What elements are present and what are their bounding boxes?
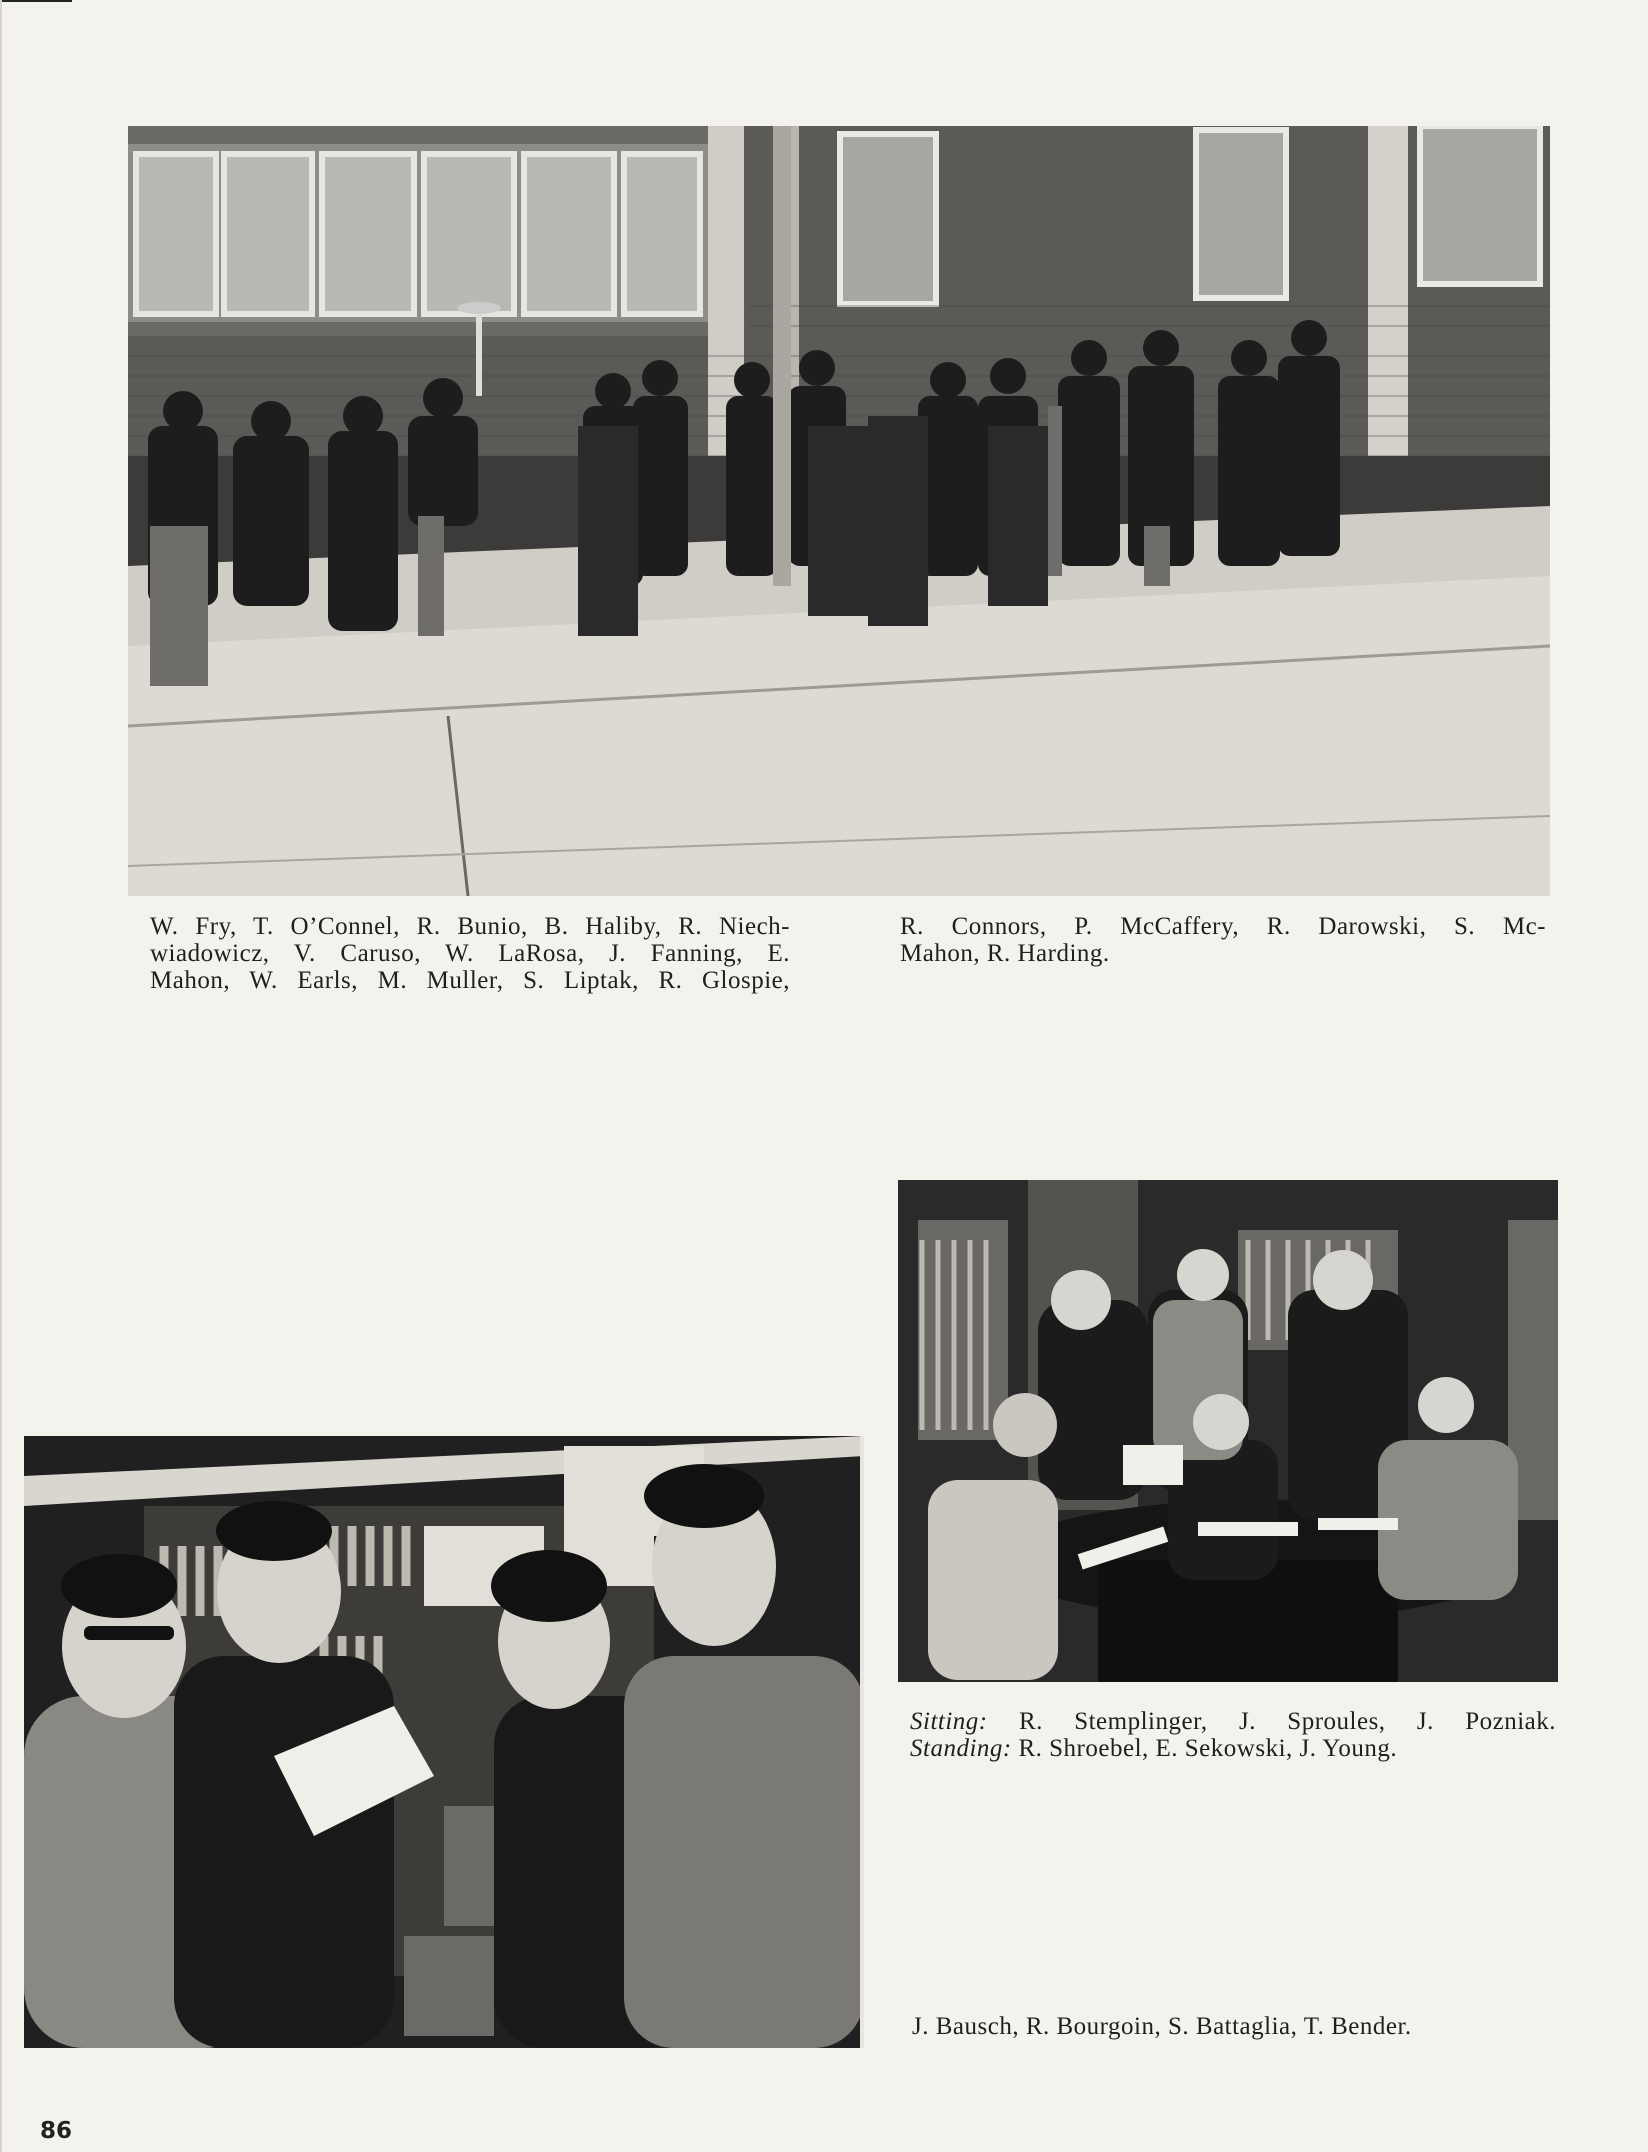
caption-line: W. Fry, T. O’Connel, R. Bunio, B. Haliby, R. Niech-	[150, 913, 790, 940]
caption-library-table	[910, 1708, 1556, 1762]
page-corner-rule	[0, 0, 72, 2]
photo-library-table-group	[898, 1180, 1558, 1682]
caption-line: J. Bausch, R. Bourgoin, S. Battaglia, T. Bender.	[912, 2013, 1412, 2040]
caption-line: Mahon, R. Harding.	[900, 940, 1110, 967]
caption-schoolyard-right	[900, 913, 1546, 967]
caption-standing-line	[910, 1735, 1556, 1762]
caption-sitting-label: Sitting:	[910, 1708, 988, 1735]
caption-standing-names: R. Shroebel, E. Sekowski, J. Young.	[1018, 1735, 1398, 1762]
page-left-edge	[0, 0, 2, 2152]
caption-library-shelves	[912, 2013, 1558, 2040]
caption-schoolyard-left	[150, 913, 790, 994]
caption-line: wiadowicz, V. Caruso, W. LaRosa, J. Fanning, E.	[150, 940, 790, 967]
caption-sitting-line	[910, 1708, 1556, 1735]
caption-sitting-names: R. Stemplinger, J. Sproules, J. Pozniak.	[1018, 1708, 1556, 1735]
photo-library-shelves-group	[24, 1436, 864, 2048]
caption-standing-label: Standing:	[910, 1735, 1012, 1762]
page-number: 86	[40, 2118, 73, 2144]
photo-schoolyard-group	[128, 126, 1550, 896]
caption-line: Mahon, W. Earls, M. Muller, S. Liptak, R. Glospie,	[150, 967, 790, 994]
caption-line: R. Connors, P. McCaffery, R. Darowski, S. Mc-	[900, 913, 1546, 940]
